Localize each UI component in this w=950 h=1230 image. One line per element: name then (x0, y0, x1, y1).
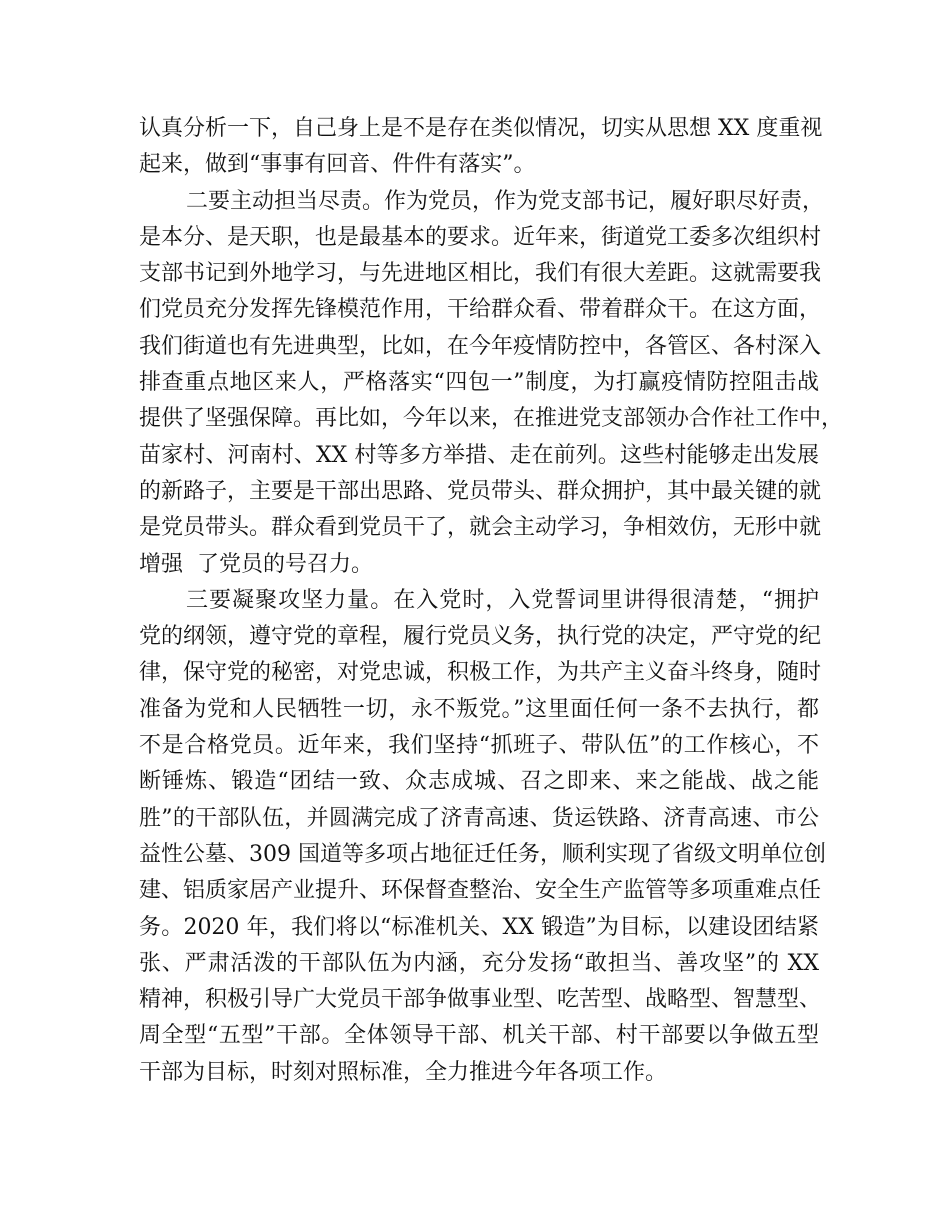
text-line: 党的纲领，遵守党的章程，履行党员义务，执行党的决定，严守党的纪 (139, 624, 822, 650)
text-line: 准备为党和人民牺牲一切，永不叛党。”这里面任何一条不去执行，都 (139, 696, 819, 722)
text-line: 提供了坚强保障。再比如，今年以来，在推进党支部领办合作社工作中， (139, 406, 844, 432)
text-line: 苗家村、河南村、XX 村等多方举措、走在前列。这些村能够走出发展 (139, 442, 819, 468)
text-line: 干部为目标，时刻对照标准，全力推进今年各项工作。 (139, 1059, 668, 1085)
text-line: 的新路子，主要是干部出思路、党员带头、群众拥护，其中最关键的就 (139, 478, 822, 504)
document-body (139, 111, 844, 1091)
text-line: 精神，积极引导广大党员干部争做事业型、吃苦型、战略型、智慧型、 (139, 987, 822, 1013)
text-line: 排查重点地区来人，严格落实“四包一”制度，为打赢疫情防控阻击战 (139, 370, 819, 396)
paragraph-first-line: 三要凝聚攻坚力量。在入党时，入党誓词里讲得很清楚，“拥护 (186, 587, 819, 613)
text-line: 们党员充分发挥先锋模范作用，干给群众看、带着群众干。在这方面， (139, 297, 822, 323)
text-line: 建、铝质家居产业提升、环保督查整治、安全生产监管等多项重难点任 (139, 878, 822, 904)
text-line: 是党员带头。群众看到党员干了，就会主动学习，争相效仿，无形中就 (139, 515, 822, 541)
text-line: 不是合格党员。近年来，我们坚持“抓班子、带队伍”的工作核心，不 (139, 733, 819, 759)
text-line: 我们街道也有先进典型，比如，在今年疫情防控中，各管区、各村深入 (139, 333, 822, 359)
text-line: 胜”的干部队伍，并圆满完成了济青高速、货运铁路、济青高速、市公 (139, 805, 819, 831)
text-line: 增强 了党员的号召力。 (139, 551, 373, 577)
text-line: 律，保守党的秘密，对党忠诚，积极工作，为共产主义奋斗终身，随时 (139, 660, 822, 686)
paragraph-first-line: 二要主动担当尽责。作为党员，作为党支部书记，履好职尽好责， (186, 188, 825, 214)
text-line: 支部书记到外地学习，与先进地区相比，我们有很大差距。这就需要我 (139, 261, 822, 287)
text-line: 周全型“五型”干部。全体领导干部、机关干部、村干部要以争做五型 (139, 1023, 819, 1049)
text-line: 断锤炼、锻造“团结一致、众志成城、召之即来、来之能战、战之能 (139, 769, 819, 795)
text-line: 认真分析一下，自己身上是不是存在类似情况，切实从思想 XX 度重视 (139, 116, 823, 141)
text-line: 张、严肃活泼的干部队伍为内涵，充分发扬“敢担当、善攻坚”的 XX (139, 950, 819, 976)
text-line: 起来，做到“事事有回音、件件有落实”。 (139, 152, 536, 178)
text-line: 务。2020 年，我们将以“标准机关、XX 锻造”为目标，以建设团结紧 (139, 914, 819, 940)
text-line: 益性公墓、309 国道等多项占地征迁任务，顺利实现了省级文明单位创 (139, 841, 826, 867)
text-line: 是本分、是天职，也是最基本的要求。近年来，街道党工委多次组织村 (139, 224, 822, 250)
